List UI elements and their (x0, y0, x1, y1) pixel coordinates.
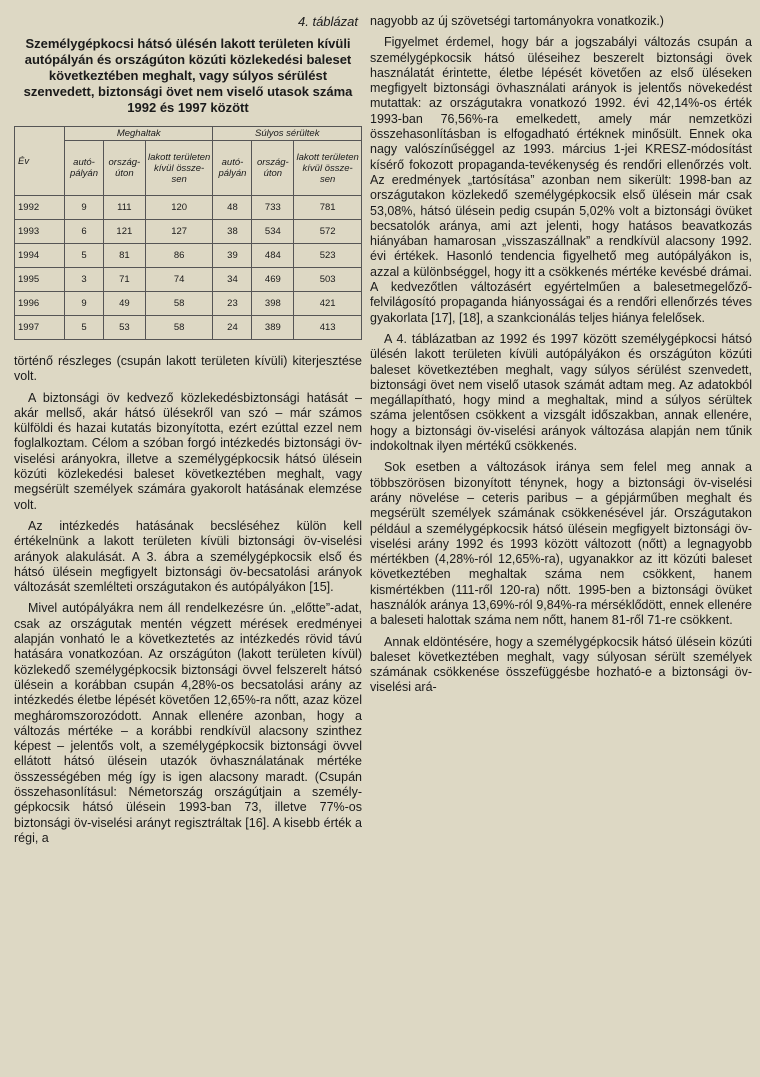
cell-year: 1993 (15, 220, 65, 244)
table-title: Személygépkocsi hátsó ülésén lakott területen kívüli autópályán és országúton közúti közlekedési baleset következtében meghalt, vagy súlyos sérülést szenvedett, biztonsági övet nem viselő utasok száma 1992 és 1997 között (23, 36, 353, 115)
subheader-dead-motorway: autó-pályán (65, 141, 104, 196)
right-paragraph-2: Figyelmet érdemel, hogy bár a jogszabályi változás csupán a személygépkocsik hátsó üléseihez beszerelt biztonsági övek használatát érintette, életbe lépését követően az első üléseken megfigyelt biztonsági övhasználati arányok is jelentős növekedést mutattak: az országutakra vonatkozó 1992. évi 42,14%-os érték 1993-ban 76,56%-ra emelkedett, amely már nemzetközi összehasonlításban is elfogadható értéknek minősült. Ennek oka nagy valószínűséggel az 1993. március 1-jei KRESZ-módosítást kísérő fokozott propaganda-tevékenység és rendőri ellenőrzés volt. Az eredmények „tartósítása” azonban nem sikerült: 1998-ban az országutakon közlekedő személygépkocsik első ülésein már csak 53,08%, hátsó ülésein pedig csupán 5,02% volt a biztonsági övüket becsatolók aránya, ami azt jelenti, hogy hatásos beavatkozás hiányában hamarosan „visszaszállnak” a rendkívül alacsony 1992. évi értékek. Hasonló tendencia figyelhető meg autópályákon is, azzal a különbséggel, hogy itt a csökkenés mértéke kevésbé drámai. A kedvezőtlen változásért egyértelműen a balesetmegelőző-felvilágosító propaganda hiányosságai és a rendőri ellenőrzés téves gyakorlata [17], [18], a szankcionálás teljes hiánya felelősek. (370, 35, 752, 325)
table-row (15, 292, 362, 316)
cell-year: 1992 (15, 196, 65, 220)
cell-year: 1995 (15, 268, 65, 292)
cell: 3 (65, 268, 104, 292)
cell: 24 (213, 316, 252, 340)
cell: 469 (252, 268, 294, 292)
table-row (15, 196, 362, 220)
cell: 71 (103, 268, 145, 292)
data-table (14, 126, 362, 340)
subheader-injured-motorway: autó-pályán (213, 141, 252, 196)
cell: 48 (213, 196, 252, 220)
cell: 53 (103, 316, 145, 340)
subheader-dead-road: ország-úton (103, 141, 145, 196)
cell: 5 (65, 316, 104, 340)
cell: 781 (294, 196, 362, 220)
right-paragraph-3: A 4. táblázatban az 1992 és 1997 között személygépkocsi hátsó ülésén lakott területen kívüli autópályákon és országúton közúti baleset következtében meghalt, vagy súlyos sérülést szenvedett, biztonsági övet nem viselő utasok számát adtam meg. Az adatokból megállapítható, hogy mind a meghaltak, mind a súlyos sérültek száma jelentősen csökkent a vizsgált időszakban, annak ellenére, hogy a biztonsági öv-viselési arányok változása alapján nem tűnik indokoltnak ilyen mértékű csökkenés. (370, 331, 752, 454)
left-paragraph-4: Mivel autópályákra nem áll rendelkezésre ún. „előtte”-adat, csak az országutak mentén végzett mérések eredményei alapján vonható le a következtetés az intézkedés rövid távú hatására vonatkozóan. Az országúton (lakott területen kívül) közlekedő személygépkocsik biztonsági övvel felszerelt hátsó ülésein a korábban csupán 4,28%-os becsatolási arány az intézkedés életbe lépését követően 12,65%-ra nőtt, azaz közel megháromszorozódott. Annak ellenére azonban, hogy a változás mértéke – a korábbi rendkívül alacsony szinthez képest – jelentős volt, a személygépkocsik biztonsági övvel ellátott hátsó ülésein utazók övhasználatának mértéke összességében még így is igen alacsony maradt. (Csupán összehasonlításul: Németország országútjain a személy-gépkocsik hátsó ülésein 1993-ban 73, illetve 77%-os biztonsági öv-viselési arányt regisztráltak [16]. A kisebb érték a régi, a (14, 601, 362, 845)
table-header-row (15, 127, 362, 141)
cell: 86 (145, 244, 213, 268)
cell: 503 (294, 268, 362, 292)
left-paragraph-1: történő részleges (csupán lakott területen kívüli) kiterjesztése volt. (14, 354, 362, 384)
cell: 81 (103, 244, 145, 268)
cell: 484 (252, 244, 294, 268)
right-column (370, 14, 752, 696)
header-dead: Meghaltak (65, 127, 213, 141)
cell: 572 (294, 220, 362, 244)
right-paragraph-4: Sok esetben a változások iránya sem felel meg annak a többszörösen bizonyított ténynek, hogy a biztonsági öv-viselési arány növelése – ceteris paribus – a gépjárműben meghalt és megsérült személyek számának csökkenésével jár. Országutakon például a személygépkocsik hátsó ülésein megfigyelt biztonsági öv-viselési arány 1992 és 1993 között változott (nőtt) a legnagyobb mértékben (4,28%-ról 12,65%-ra), ugyanakkor az itt közúti baleset következtében meghaltak száma nem csökkent, hanem kismértékben (111-ről 120-ra) nőtt. 1995-ben a biztonsági övüket használók aránya 13,69%-ról 9,84%-ra mérséklődött, ennek ellenére a baleseti halottak száma nem nőtt, hanem 81-ről 71-re csökkent. (370, 460, 752, 628)
cell: 121 (103, 220, 145, 244)
right-paragraph-5: Annak eldöntésére, hogy a személygépkocsik hátsó ülésein közúti baleset következtében meghalt, vagy súlyosan sérült személyek számának csökkenése összefüggésbe hozható-e a biztonsági öv-viselési ará- (370, 634, 752, 695)
left-paragraph-2: A biztonsági öv kedvező közlekedésbiztonsági hatását – akár mellső, akár hátsó ülésekről van szó – már számos külföldi és hazai kutatás bizonyította, ezért ezúttal ezzel nem foglalkoztam. Célom a szóban forgó intézkedés biztonsági öv-viselési arányokra, illetve a személygépkocsik hátsó ülésein közúti közlekedési baleset következtében meghalt, vagy megsérült személyek számára gyakorolt hatásának elemzése volt. (14, 390, 362, 512)
cell: 389 (252, 316, 294, 340)
cell: 9 (65, 292, 104, 316)
cell: 74 (145, 268, 213, 292)
table-subheader-row (15, 141, 362, 196)
cell: 127 (145, 220, 213, 244)
subheader-dead-total: lakott területen kívül össze-sen (145, 141, 213, 196)
cell: 58 (145, 316, 213, 340)
cell: 120 (145, 196, 213, 220)
cell: 6 (65, 220, 104, 244)
cell: 34 (213, 268, 252, 292)
left-paragraph-3: Az intézkedés hatásának becsléséhez külön kell értékelnünk a lakott területen kívüli biztonsági öv-viselési arányok alakulását. A 3. ábra a személygépkocsik első és hátsó ülésein megfigyelt biztonsági öv-becsatolási arányok változását szemlélteti országutakon és autópályákon [15]. (14, 518, 362, 595)
table-row (15, 316, 362, 340)
cell: 111 (103, 196, 145, 220)
cell: 49 (103, 292, 145, 316)
cell: 38 (213, 220, 252, 244)
subheader-injured-total: lakott területen kívül össze-sen (294, 141, 362, 196)
table-row (15, 268, 362, 292)
left-column (14, 14, 362, 846)
cell: 39 (213, 244, 252, 268)
cell-year: 1996 (15, 292, 65, 316)
cell-year: 1994 (15, 244, 65, 268)
header-injured: Súlyos sérültek (213, 127, 362, 141)
cell: 23 (213, 292, 252, 316)
cell: 523 (294, 244, 362, 268)
cell: 413 (294, 316, 362, 340)
subheader-injured-road: ország-úton (252, 141, 294, 196)
cell: 5 (65, 244, 104, 268)
table-row (15, 220, 362, 244)
cell: 58 (145, 292, 213, 316)
cell: 9 (65, 196, 104, 220)
header-year: Év (15, 127, 65, 196)
cell: 398 (252, 292, 294, 316)
cell: 421 (294, 292, 362, 316)
table-number-label: 4. táblázat (298, 14, 358, 29)
right-paragraph-1: nagyobb az új szövetségi tartományokra vonatkozik.) (370, 14, 664, 28)
table-row (15, 244, 362, 268)
cell: 534 (252, 220, 294, 244)
cell-year: 1997 (15, 316, 65, 340)
cell: 733 (252, 196, 294, 220)
